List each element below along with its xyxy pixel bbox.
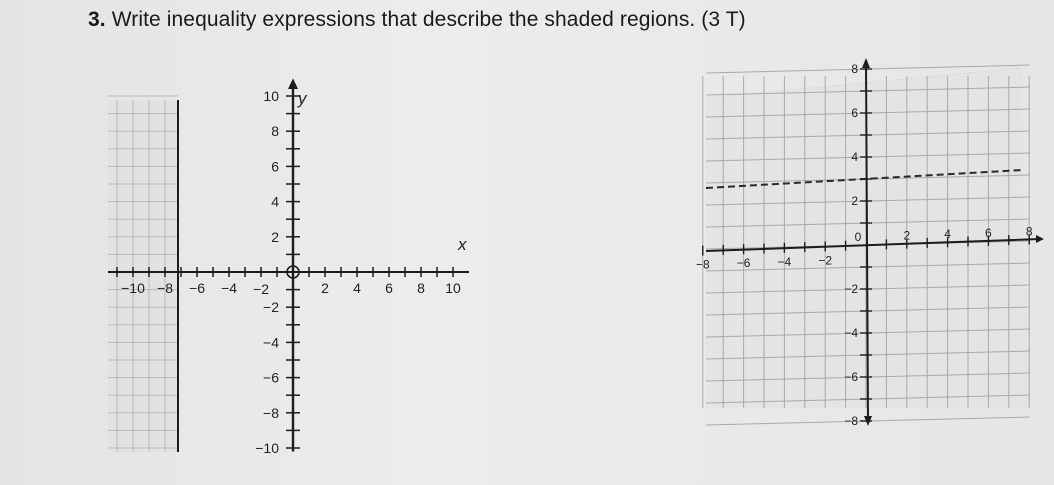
- left-x-tick-label: 2: [321, 280, 329, 296]
- left-x-tick-label: 4: [353, 280, 361, 296]
- right-y-tick-label: 8: [851, 62, 858, 76]
- right-y-tick-label: 2: [851, 194, 858, 208]
- right-x-tick-label: 4: [944, 227, 951, 242]
- left-x-tick-label: −6: [189, 280, 205, 296]
- left-x-tick-label: −2: [253, 281, 269, 297]
- left-y-tick-label: 10: [263, 88, 279, 104]
- question-prompt: Write inequality expressions that describe the shaded regions. (3 T): [111, 8, 746, 31]
- right-y-tick-label: 6: [851, 106, 858, 120]
- left-y-tick-label: 2: [271, 228, 279, 245]
- right-y-tick-label: −4: [844, 326, 858, 340]
- right-x-tick-label: −4: [777, 254, 792, 269]
- left-y-tick-label: 8: [271, 123, 279, 140]
- left-y-tick-label: −10: [255, 440, 279, 456]
- left-y-tick-label: −6: [263, 369, 279, 386]
- left-x-tick-label: 6: [385, 280, 393, 296]
- left-y-tick-label: 6: [271, 158, 279, 175]
- left-y-axis-label: y: [298, 89, 307, 108]
- right-y-tick-label: −8: [844, 414, 858, 428]
- right-x-tick-label: 2: [903, 228, 911, 243]
- left-x-tick-label: −8: [157, 280, 173, 296]
- left-x-tick-label: 8: [417, 280, 425, 296]
- right-x-tick-label: −2: [818, 253, 833, 268]
- right-x-tick-label: 8: [1025, 224, 1033, 239]
- left-y-tick-label: −4: [263, 334, 279, 351]
- right-x-tick-label: −6: [736, 256, 751, 271]
- right-y-tick-label: −2: [844, 282, 858, 296]
- left-y-tick-label: −2: [263, 299, 279, 316]
- right-x-arrow: [1036, 235, 1044, 243]
- left-x-tick-label: −4: [221, 280, 237, 296]
- right-y-arrow-up: [862, 58, 870, 68]
- left-x-axis-label: x: [458, 235, 467, 254]
- question-number: 3.: [88, 8, 106, 31]
- left-y-tick-label: 4: [271, 193, 279, 210]
- right-x-tick-label: 0: [854, 230, 862, 244]
- right-x-tick-label: 6: [985, 225, 992, 240]
- right-y-tick-label: 4: [851, 150, 858, 164]
- right-x-tick-label: −8: [695, 257, 710, 272]
- left-x-tick-label: −10: [121, 280, 145, 296]
- left-x-tick-label: 10: [445, 280, 461, 296]
- right-y-tick-label: −6: [844, 370, 858, 384]
- left-y-tick-label: −8: [263, 404, 279, 421]
